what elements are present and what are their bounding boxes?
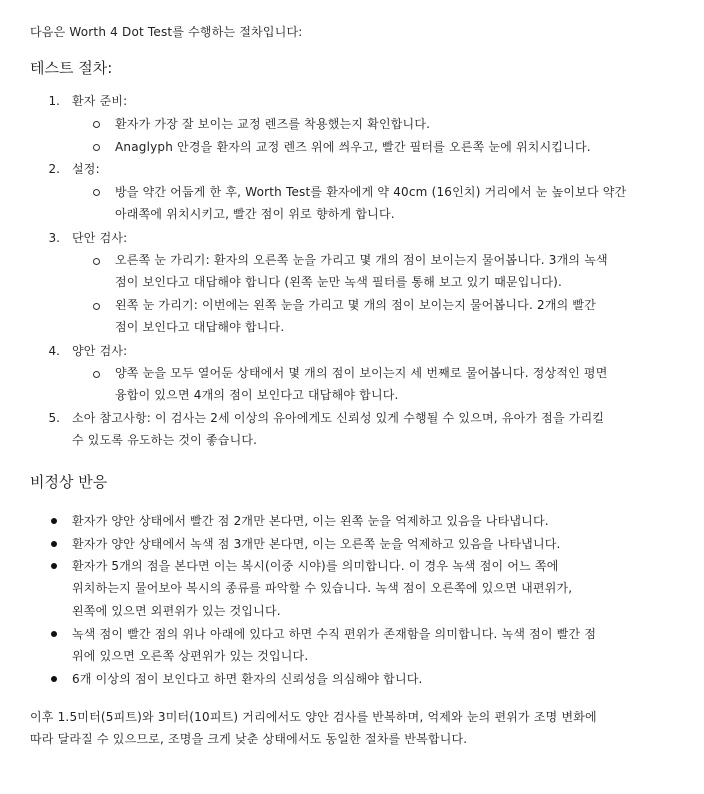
abnormal-item-text: 위치하는지 물어보아 복시의 종류를 파악할 수 있습니다. 녹색 점이 오른쪽에 있으면 내편위가, <box>72 581 573 595</box>
step-bullet-text: 환자가 가장 잘 보이는 교정 렌즈를 착용했는지 확인합니다. <box>115 117 431 131</box>
step-bullet-text: 양쪽 눈을 모두 열어둔 상태에서 몇 개의 점이 보이는지 세 번째로 물어봅니다. 정상적인 평면 <box>115 366 608 380</box>
step-number: 4. <box>48 344 60 358</box>
step-number: 5. <box>48 411 60 425</box>
step-bullet-text: 점이 보인다고 대답해야 합니다 (왼쪽 눈만 녹색 필터를 통해 보고 있기 때문입니다). <box>115 275 563 289</box>
bullet-dot-icon <box>51 563 57 569</box>
circle-bullet-icon <box>93 371 100 378</box>
step-bullet-text: 점이 보인다고 대답해야 합니다. <box>115 320 285 334</box>
step-bullet-text: 융합이 있으면 4개의 점이 보인다고 대답해야 합니다. <box>115 388 399 402</box>
abnormal-heading: 비정상 반응 <box>30 473 108 491</box>
bullet-dot-icon <box>51 541 57 547</box>
bullet-dot-icon <box>51 631 57 637</box>
abnormal-item-text: 위에 있으면 오른쪽 상편위가 있는 것입니다. <box>72 649 309 663</box>
step-number: 3. <box>48 231 60 245</box>
closing-text: 이후 1.5미터(5피트)와 3미터(10피트) 거리에서도 양안 검사를 반복하며, 억제와 눈의 편위가 조명 변화에 <box>30 710 597 724</box>
step-bullet-text: 방을 약간 어둡게 한 후, Worth Test를 환자에게 약 40cm (16인치) 거리에서 눈 높이보다 약간 <box>115 185 627 199</box>
step-bullet-text: 왼쪽 눈 가리기: 이번에는 왼쪽 눈을 가리고 몇 개의 점이 보이는지 물어봅니다. 2개의 빨간 <box>115 298 597 312</box>
step-text: 수 있도록 유도하는 것이 좋습니다. <box>72 433 258 447</box>
abnormal-item-text: 환자가 양안 상태에서 빨간 점 2개만 본다면, 이는 왼쪽 눈을 억제하고 있음을 나타냅니다. <box>72 514 549 528</box>
bullet-dot-icon <box>51 518 57 524</box>
intro-text: 다음은 Worth 4 Dot Test를 수행하는 절차입니다: <box>30 25 303 39</box>
step-title: 환자 준비: <box>72 94 128 108</box>
abnormal-item-text: 녹색 점이 빨간 점의 위나 아래에 있다고 하면 수직 편위가 존재함을 의미합니다. 녹색 점이 빨간 점 <box>72 627 597 641</box>
circle-bullet-icon <box>93 121 100 128</box>
abnormal-item-text: 왼쪽에 있으면 외편위가 있는 것입니다. <box>72 604 281 618</box>
step-number: 1. <box>48 94 60 108</box>
abnormal-item-text: 환자가 양안 상태에서 녹색 점 3개만 본다면, 이는 오른쪽 눈을 억제하고 있음을 나타냅니다. <box>72 537 561 551</box>
closing-text: 따라 달라질 수 있으므로, 조명을 크게 낮춘 상태에서도 동일한 절차를 반복합니다. <box>30 732 468 746</box>
step-title: 양안 검사: <box>72 344 128 358</box>
step-text: 소아 참고사항: 이 검사는 2세 이상의 유아에게도 신뢰성 있게 수행될 수 있으며, 유아가 점을 가리킬 <box>72 411 605 425</box>
circle-bullet-icon <box>93 258 100 265</box>
abnormal-item-text: 6개 이상의 점이 보인다고 하면 환자의 신뢰성을 의심해야 합니다. <box>72 672 423 686</box>
bullet-dot-icon <box>51 676 57 682</box>
abnormal-item-text: 환자가 5개의 점을 본다면 이는 복시(이중 시야)를 의미합니다. 이 경우 녹색 점이 어느 쪽에 <box>72 559 559 573</box>
circle-bullet-icon <box>93 189 100 196</box>
circle-bullet-icon <box>93 144 100 151</box>
circle-bullet-icon <box>93 303 100 310</box>
step-title: 설정: <box>72 162 100 176</box>
step-number: 2. <box>48 162 60 176</box>
step-title: 단안 검사: <box>72 231 128 245</box>
step-bullet-text: Anaglyph 안경을 환자의 교정 렌즈 위에 씌우고, 빨간 필터를 오른쪽 눈에 위치시킵니다. <box>115 140 591 154</box>
step-bullet-text: 오른쪽 눈 가리기: 환자의 오른쪽 눈을 가리고 몇 개의 점이 보이는지 물어봅니다. 3개의 녹색 <box>115 253 608 267</box>
procedure-heading: 테스트 절차: <box>30 59 113 77</box>
step-bullet-text: 아래쪽에 위치시키고, 빨간 점이 위로 향하게 합니다. <box>115 207 395 221</box>
